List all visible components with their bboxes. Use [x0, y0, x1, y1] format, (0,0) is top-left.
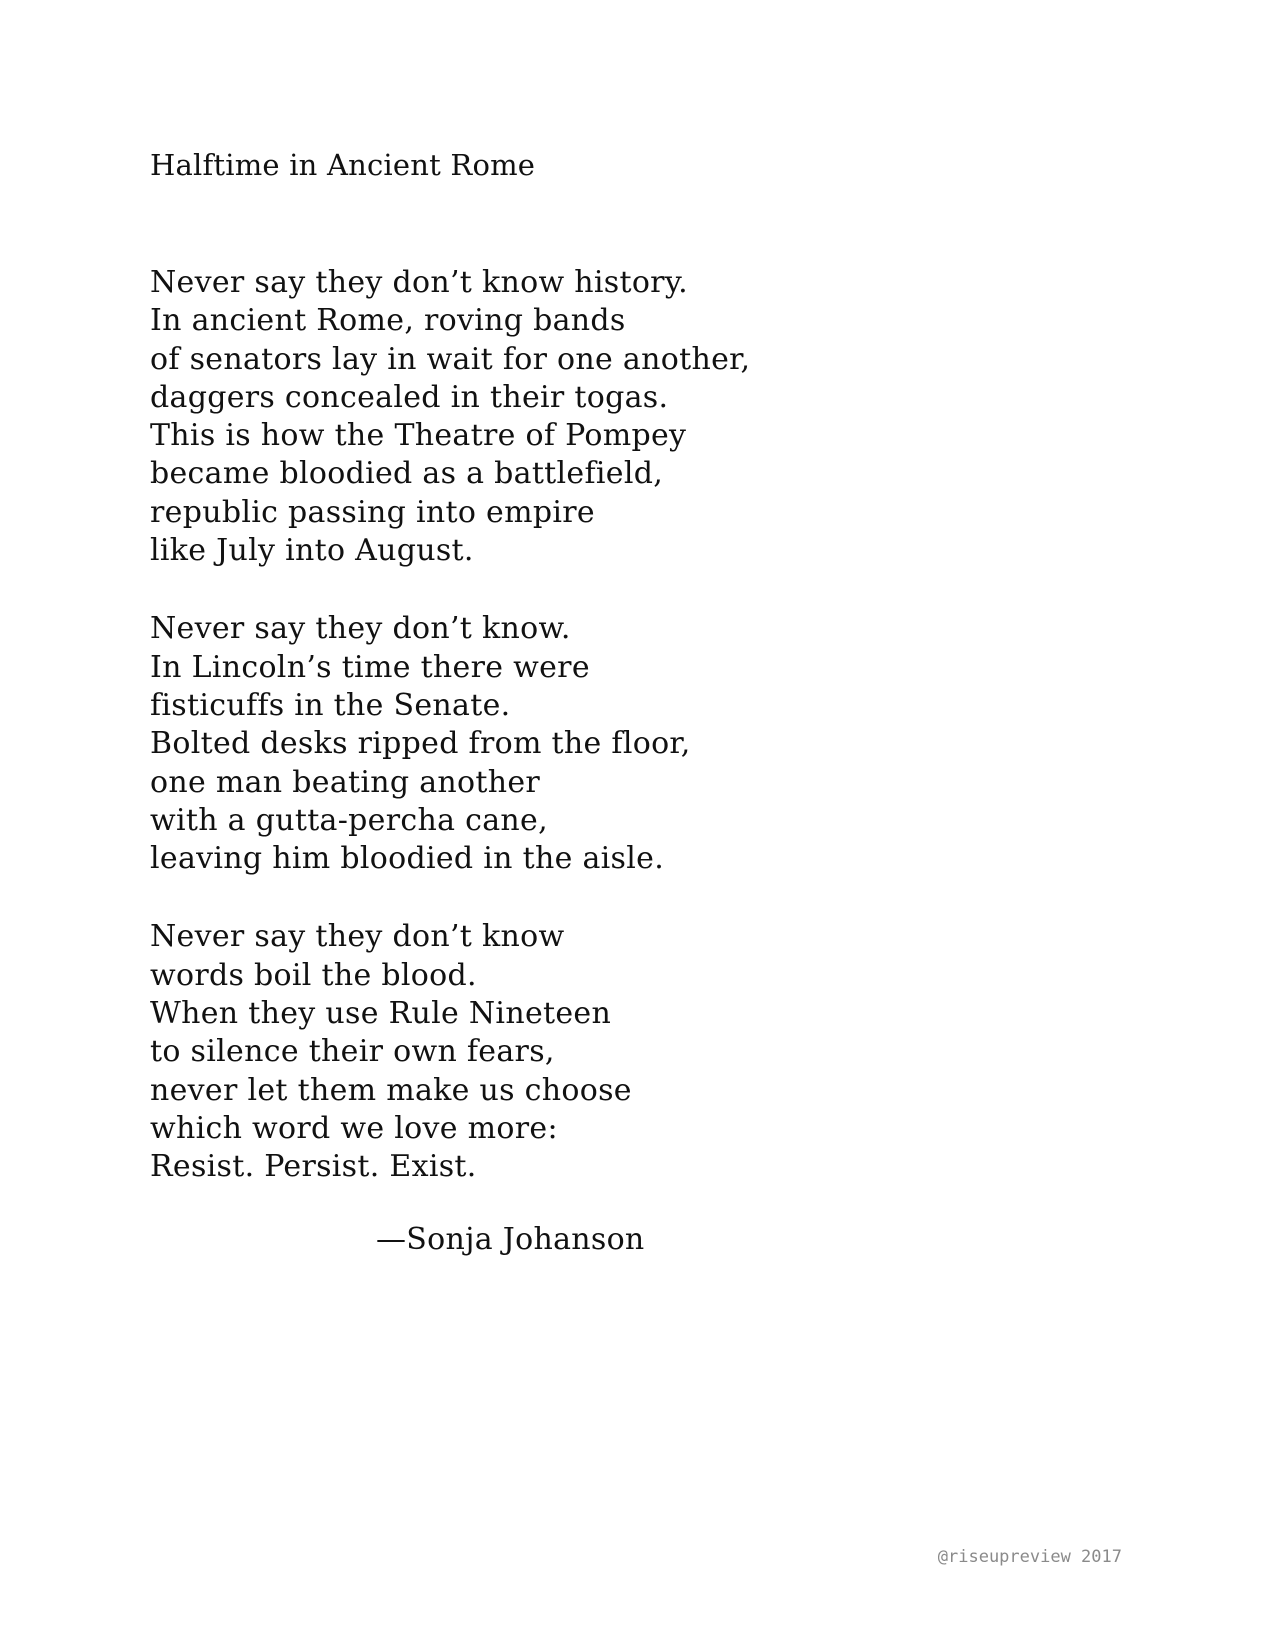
- poem-line: leaving him bloodied in the aisle.: [150, 841, 665, 877]
- poem-line: fisticuffs in the Senate.: [150, 687, 511, 723]
- poem-line: Resist. Persist. Exist.: [150, 1149, 477, 1185]
- poem-line: became bloodied as a battlefield,: [150, 456, 664, 492]
- poem-line: daggers concealed in their togas.: [150, 379, 669, 415]
- poem-line: In ancient Rome, roving bands: [150, 303, 626, 339]
- poem-line: with a gutta-percha cane,: [150, 802, 548, 838]
- poem-line: words boil the blood.: [150, 957, 477, 993]
- poem-line: Bolted desks ripped from the floor,: [150, 726, 691, 762]
- poem-title: Halftime in Ancient Rome: [150, 148, 536, 182]
- poem-line: never let them make us choose: [150, 1072, 632, 1108]
- poem-line: republic passing into empire: [150, 494, 595, 530]
- author-signature: —Sonja Johanson: [376, 1222, 645, 1257]
- stanza-2: [150, 610, 1050, 878]
- poem-line: Never say they don’t know: [150, 919, 565, 955]
- poem-line: of senators lay in wait for one another,: [150, 341, 751, 377]
- poem-body: [150, 264, 1050, 1227]
- poem-line: Never say they don’t know.: [150, 611, 571, 647]
- poem-line: When they use Rule Nineteen: [150, 996, 612, 1032]
- poem-line: one man beating another: [150, 764, 541, 800]
- stanza-1: [150, 264, 1050, 570]
- poem-line: This is how the Theatre of Pompey: [150, 418, 687, 454]
- poem-line: like July into August.: [150, 533, 474, 569]
- poem-line: Never say they don’t know history.: [150, 265, 688, 300]
- poem-line: to silence their own fears,: [150, 1034, 555, 1070]
- copyright-footer: @riseupreview 2017: [937, 1547, 1122, 1567]
- poem-line: In Lincoln’s time there were: [150, 649, 590, 685]
- stanza-3: [150, 918, 1050, 1186]
- poem-line: which word we love more:: [150, 1110, 558, 1146]
